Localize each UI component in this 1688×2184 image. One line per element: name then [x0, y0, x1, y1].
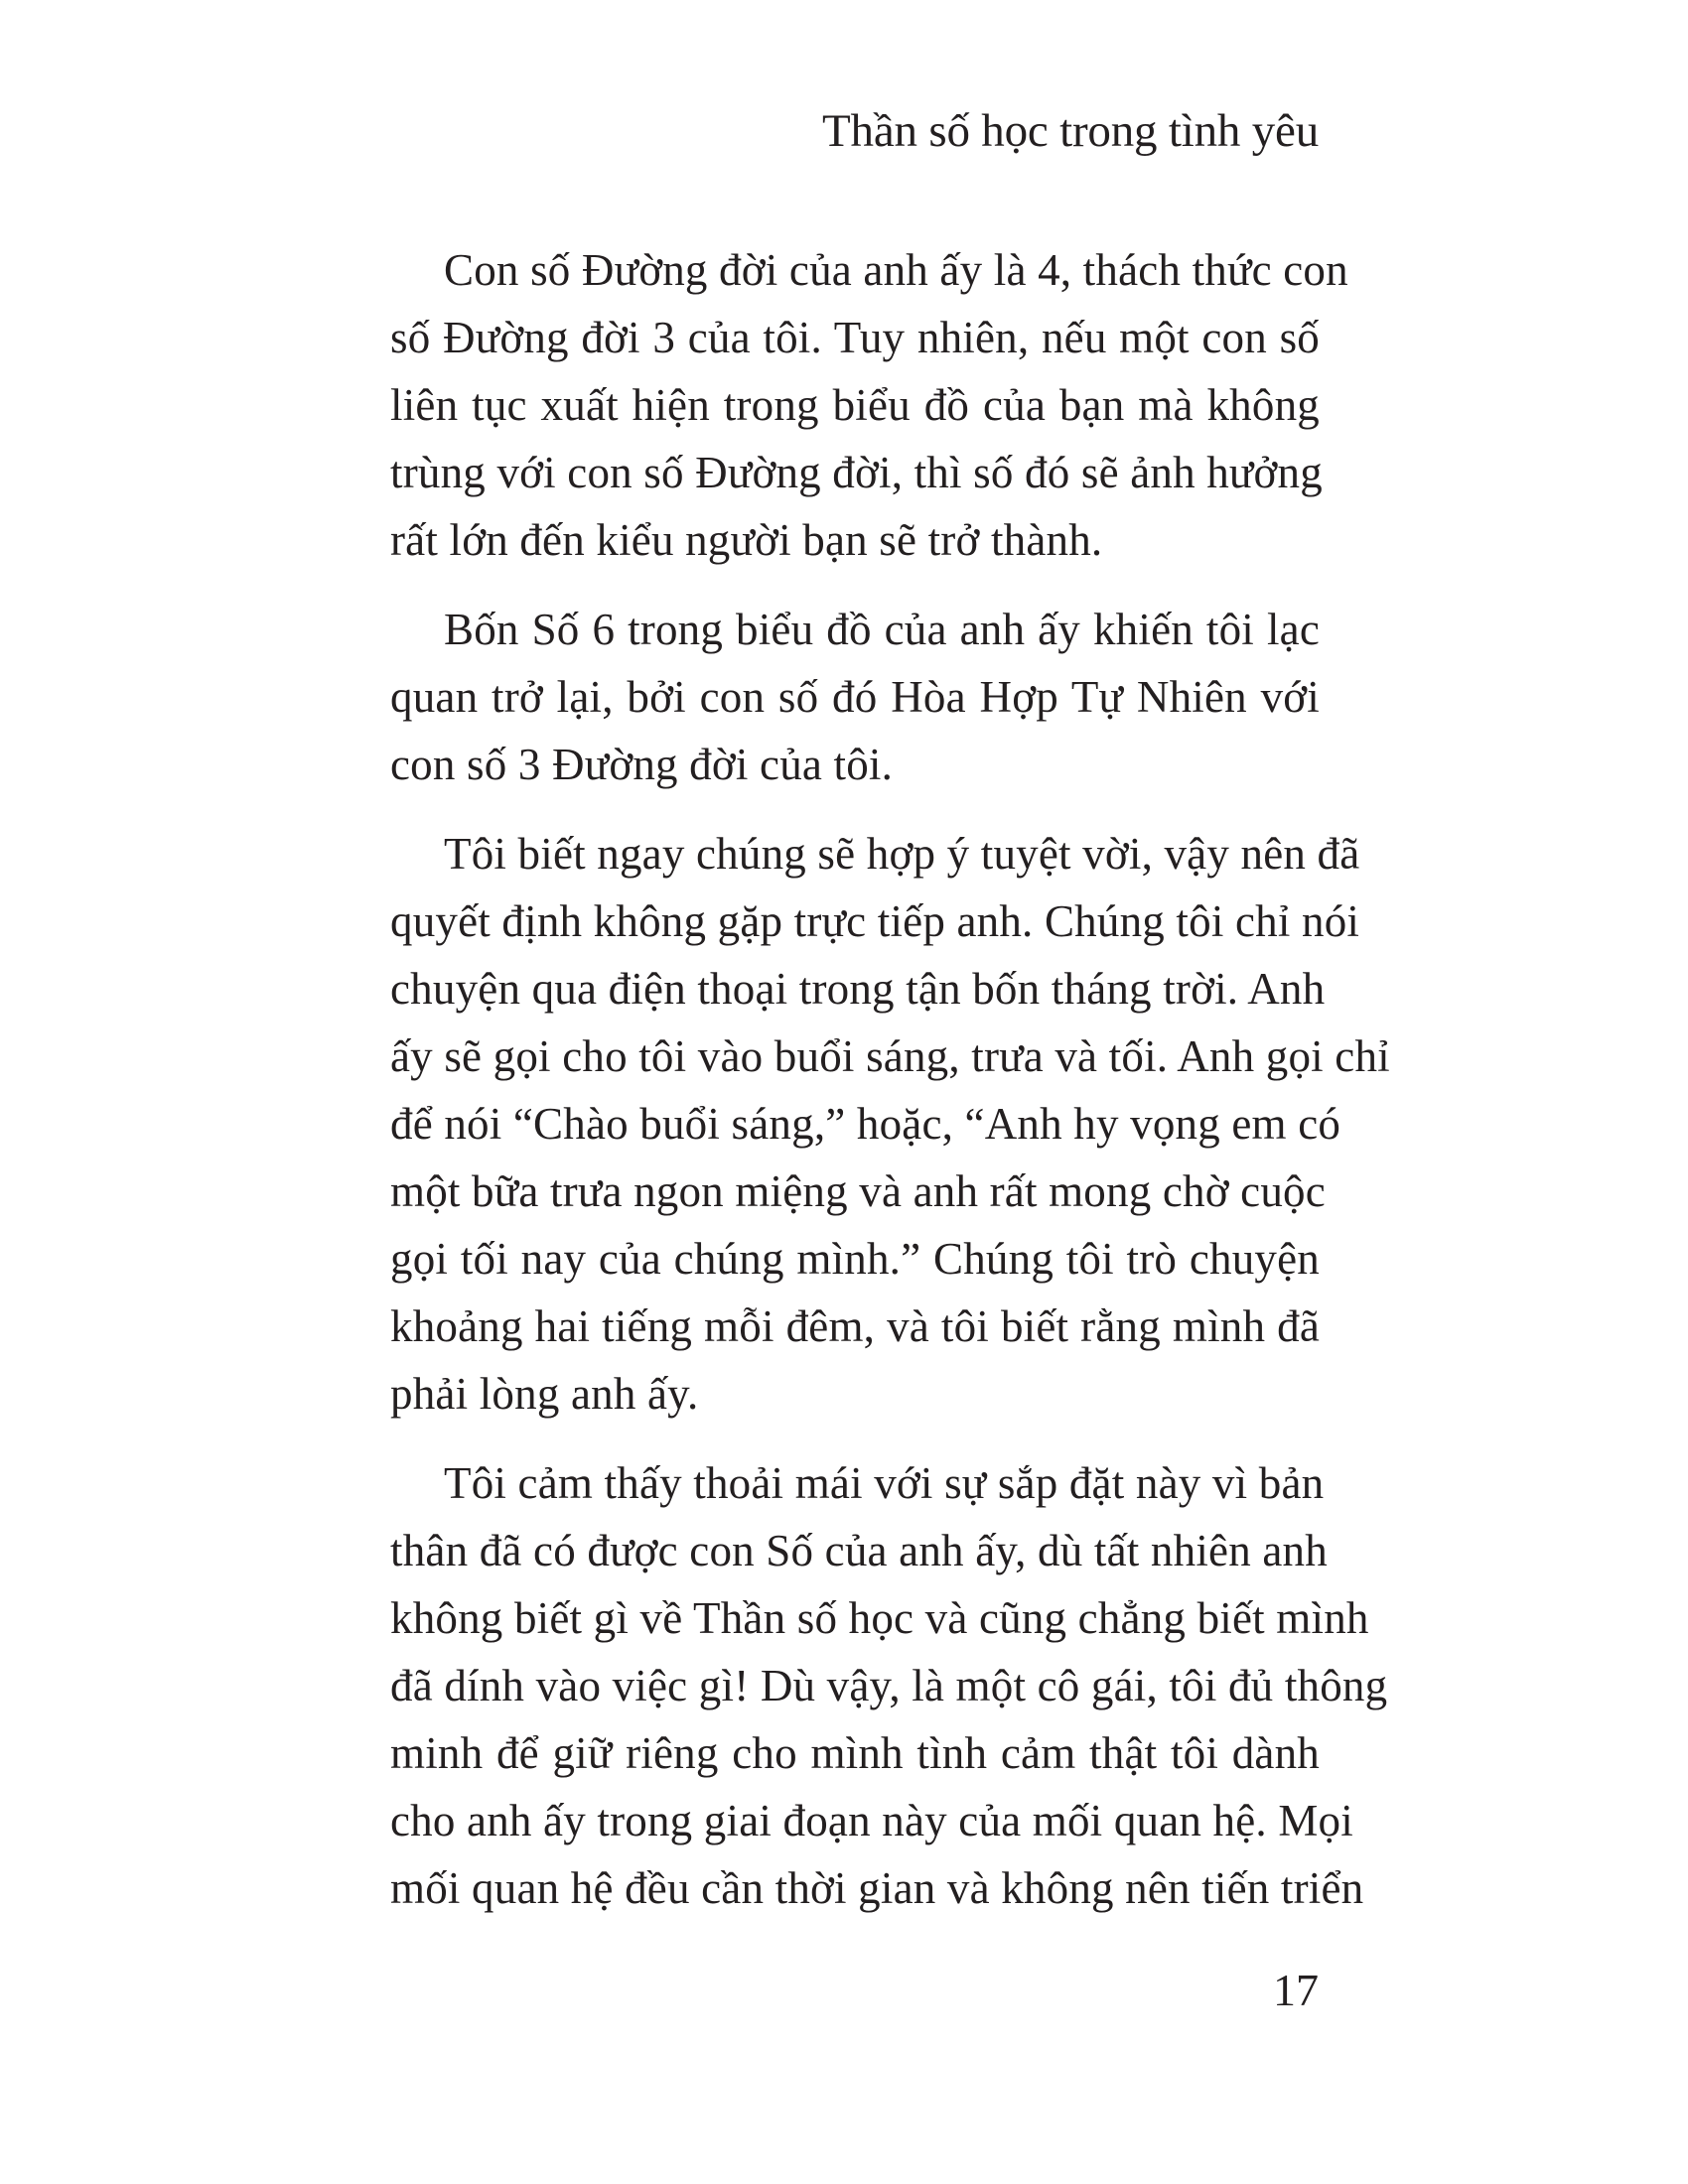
text-line: không biết gì về Thần số học và cũng chẳng biết mình — [390, 1593, 1369, 1643]
paragraph-1 — [390, 236, 1348, 574]
text-line: số Đường đời 3 của tôi. Tuy nhiên, nếu một con số — [390, 313, 1320, 362]
body-text — [390, 236, 1390, 1944]
paragraph-4 — [390, 1449, 1388, 1922]
text-line: một bữa trưa ngon miệng và anh rất mong chờ cuộc — [390, 1166, 1326, 1216]
text-line: trùng với con số Đường đời, thì số đó sẽ ảnh hưởng — [390, 448, 1323, 497]
paragraph-2 — [390, 596, 1320, 798]
text-line: thân đã có được con Số của anh ấy, dù tất nhiên anh — [390, 1526, 1328, 1575]
text-line: để nói “Chào buổi sáng,” hoặc, “Anh hy vọng em có — [390, 1099, 1341, 1149]
text-line: mối quan hệ đều cần thời gian và không nên tiến triển — [390, 1863, 1364, 1913]
page-number: 17 — [1273, 1965, 1319, 2015]
text-line: Con số Đường đời của anh ấy là 4, thách thức con — [444, 245, 1348, 295]
paragraph-3 — [390, 820, 1390, 1428]
text-line: đã dính vào việc gì! Dù vậy, là một cô gái, tôi đủ thông — [390, 1661, 1388, 1710]
text-line: phải lòng anh ấy. — [390, 1369, 699, 1419]
text-line: rất lớn đến kiểu người bạn sẽ trở thành. — [390, 515, 1103, 565]
running-header-title: Thần số học trong tình yêu — [822, 105, 1319, 157]
text-line: cho anh ấy trong giai đoạn này của mối quan hệ. Mọi — [390, 1796, 1353, 1845]
text-line: quyết định không gặp trực tiếp anh. Chúng tôi chỉ nói — [390, 896, 1360, 946]
text-line: minh để giữ riêng cho mình tình cảm thật tôi dành — [390, 1728, 1320, 1778]
text-line: quan trở lại, bởi con số đó Hòa Hợp Tự Nhiên với — [390, 672, 1320, 722]
text-line: chuyện qua điện thoại trong tận bốn tháng trời. Anh — [390, 964, 1326, 1014]
text-line: Bốn Số 6 trong biểu đồ của anh ấy khiến tôi lạc — [444, 605, 1320, 654]
text-line: ấy sẽ gọi cho tôi vào buổi sáng, trưa và tối. Anh gọi chỉ — [390, 1031, 1390, 1081]
text-line: khoảng hai tiếng mỗi đêm, và tôi biết rằng mình đã — [390, 1301, 1320, 1351]
text-line: Tôi biết ngay chúng sẽ hợp ý tuyệt vời, vậy nên đã — [444, 829, 1360, 879]
text-line: Tôi cảm thấy thoải mái với sự sắp đặt này vì bản — [444, 1458, 1325, 1508]
text-line: con số 3 Đường đời của tôi. — [390, 740, 894, 789]
text-line: gọi tối nay của chúng mình.” Chúng tôi trò chuyện — [390, 1234, 1320, 1284]
text-line: liên tục xuất hiện trong biểu đồ của bạn mà không — [390, 380, 1320, 430]
